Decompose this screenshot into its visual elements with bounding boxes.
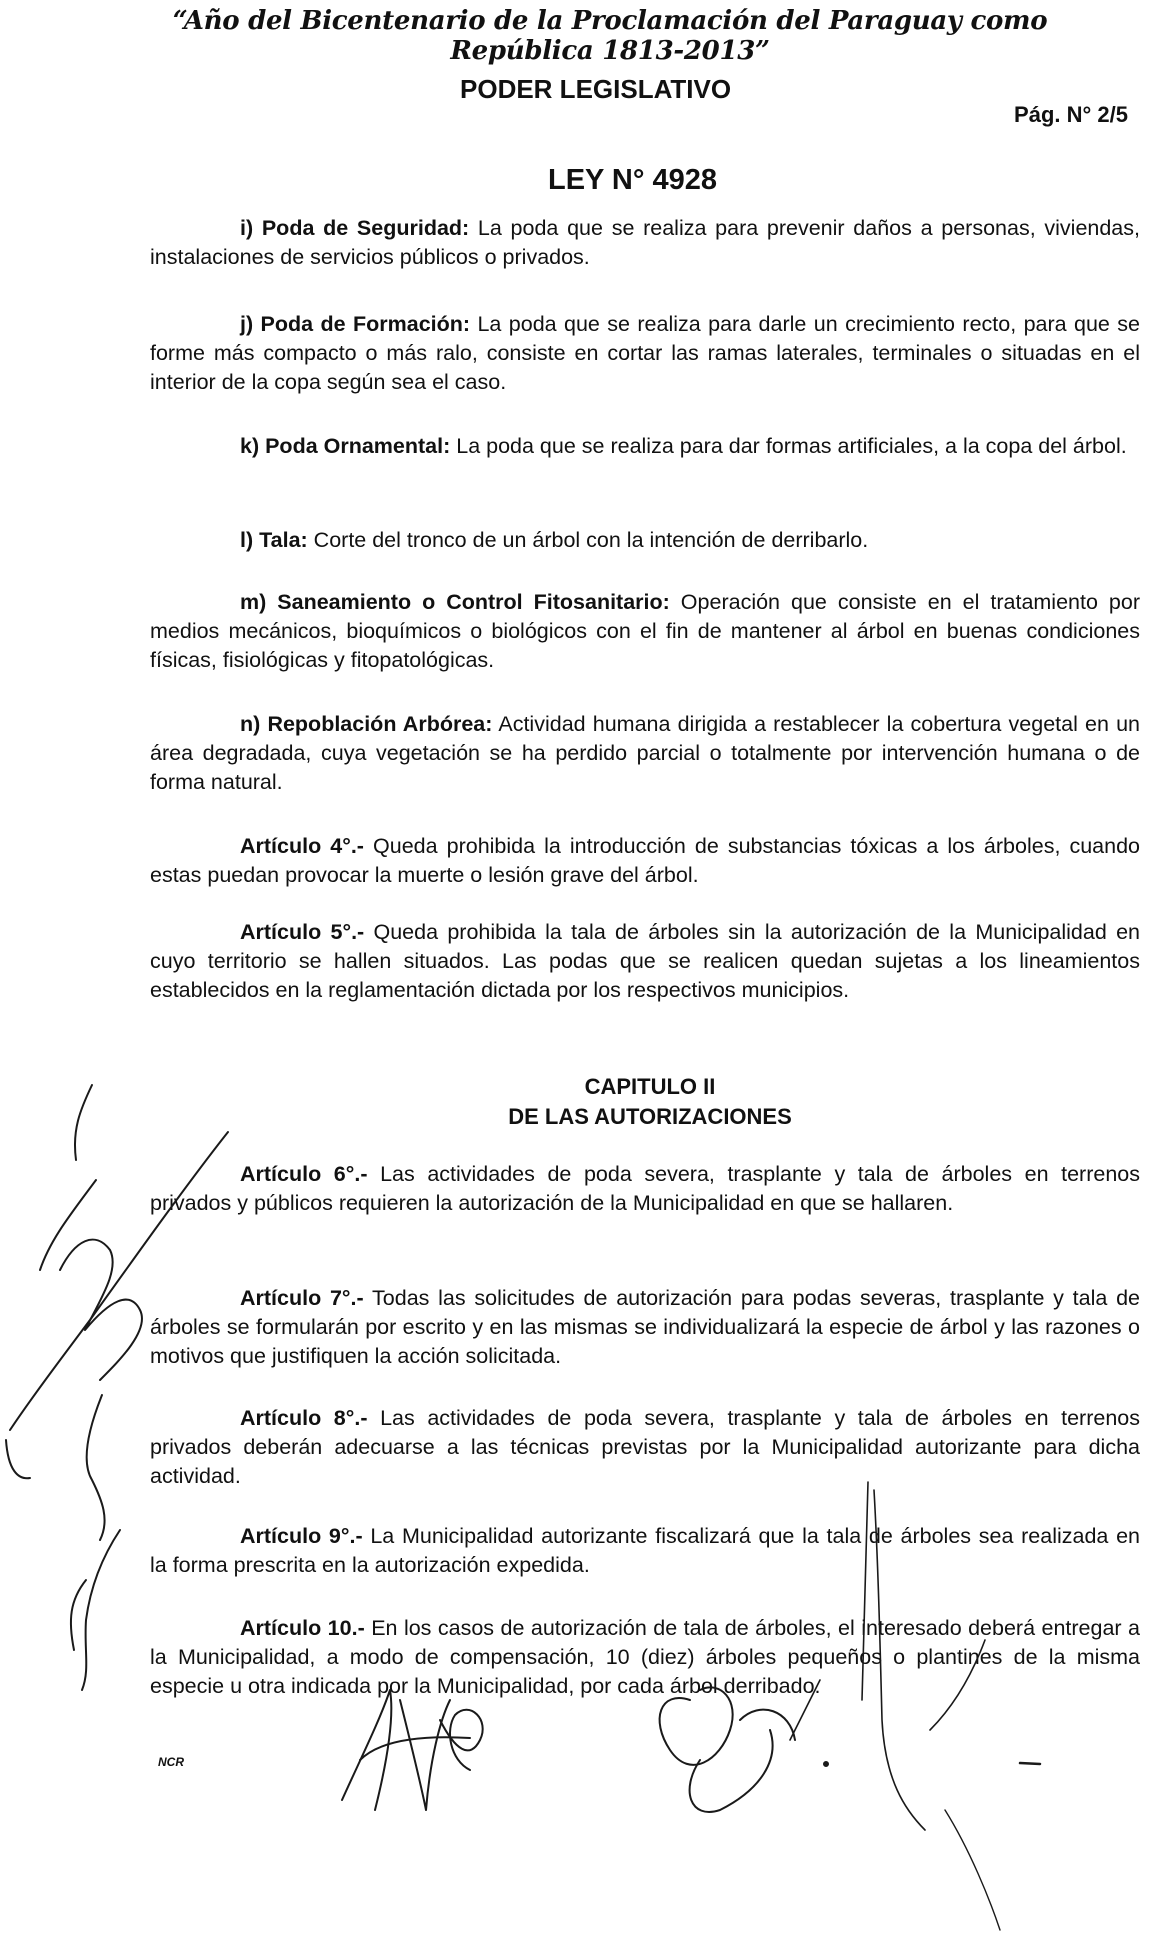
article-paragraph (150, 1404, 1140, 1491)
bottom-signature-stroke (400, 1700, 450, 1810)
article-heading: Artículo 4°.- (240, 834, 364, 858)
article-text: Queda prohibida la tala de árboles sin la autorización de la Municipalidad en cuyo territorio se hallen situados. Las podas que se realicen quedan sujetas a los lineamientos establecidos en la reglamentación dictada por los respectivos municipios. (150, 920, 1140, 1002)
margin-signature-stroke (71, 1580, 86, 1650)
article-paragraph (150, 832, 1140, 890)
bottom-signature-stroke (360, 1737, 470, 1760)
ink-dot (824, 1762, 828, 1766)
article-paragraph (150, 1522, 1140, 1580)
margin-signature-stroke (60, 1240, 142, 1380)
article-text: La Municipalidad autorizante fiscalizará que la tala de árboles sea realizada en la forma prescrita en la autorización expedida. (150, 1524, 1140, 1577)
article-paragraph (150, 1160, 1140, 1218)
bottom-signature-stroke (740, 1710, 795, 1740)
chapter-heading (440, 1072, 860, 1132)
bicentennial-motto: “Año del Bicentenario de la Proclamación del Paraguay como República 1813-2013” (172, 6, 1048, 66)
definition-term: k) Poda Ornamental: (240, 434, 451, 458)
definition-term: m) Saneamiento o Control Fitosanitario: (240, 590, 670, 614)
article-text: Queda prohibida la introducción de substancias tóxicas a los árboles, cuando estas puedan provocar la muerte o lesión grave del árbol. (150, 834, 1140, 887)
typist-initials: NCR (158, 1755, 184, 1769)
definition-text: La poda que se realiza para darle un crecimiento recto, para que se forme más compacto o más ralo, consiste en cortar las ramas laterales, terminales o situadas en el interior de la copa según sea el caso. (150, 312, 1140, 394)
right-signature-stroke (945, 1810, 1000, 1930)
article-heading: Artículo 10.- (240, 1616, 365, 1640)
article-heading: Artículo 5°.- (240, 920, 365, 944)
law-number: LEY N° 4928 (548, 164, 718, 196)
definition-text: Operación que consiste en el tratamiento por medios mecánicos, bioquímicos o biológicos con el fin de mantener al árbol en buenas condiciones físicas, fisiológicas y fitopatológicas. (150, 590, 1141, 672)
page-number: Pág. N° 2/5 (1014, 102, 1128, 127)
bottom-signature-stroke (690, 1730, 773, 1812)
article-heading: Artículo 6°.- (240, 1162, 368, 1186)
definition-text: La poda que se realiza para dar formas artificiales, a la copa del árbol. (450, 434, 1127, 458)
header-title: PODER LEGISLATIVO (460, 74, 732, 104)
definition-term: l) Tala: (240, 528, 308, 552)
margin-signature-stroke (82, 1530, 120, 1690)
article-paragraph (150, 918, 1140, 1005)
article-paragraph (150, 1614, 1140, 1701)
chapter-number: CAPITULO II (584, 1074, 716, 1099)
definition-paragraph (150, 214, 1140, 272)
article-paragraph (150, 1284, 1140, 1371)
article-text: Las actividades de poda severa, trasplante y tala de árboles en terrenos privados deberán adecuarse a las técnicas previstas por la Municipalidad autorizante para dicha actividad. (150, 1406, 1140, 1488)
definition-paragraph (150, 710, 1140, 797)
article-text: Todas las solicitudes de autorización para podas severas, trasplante y tala de árboles se formularán por escrito y en las mismas se individualizará la especie de árbol y las razones o motivos que justifiquen la acción solicitada. (150, 1286, 1140, 1368)
article-text: Las actividades de poda severa, trasplante y tala de árboles en terrenos privados y públicos requieren la autorización de la Municipalidad en que se hallaren. (150, 1162, 1140, 1215)
article-heading: Artículo 7°.- (240, 1286, 364, 1310)
definition-term: j) Poda de Formación: (240, 312, 471, 336)
chapter-title: DE LAS AUTORIZACIONES (508, 1104, 792, 1129)
right-signature-stroke (1020, 1763, 1040, 1764)
margin-signature-stroke (75, 1085, 92, 1160)
definition-paragraph (150, 526, 1140, 555)
margin-signature-stroke (6, 1440, 30, 1478)
definition-paragraph (150, 310, 1140, 397)
article-heading: Artículo 9°.- (240, 1524, 363, 1548)
definition-text: Corte del tronco de un árbol con la intención de derribarlo. (307, 528, 869, 552)
margin-signature-stroke (40, 1180, 96, 1270)
article-heading: Artículo 8°.- (240, 1406, 368, 1430)
definition-text: Actividad humana dirigida a restablecer la cobertura vegetal en un área degradada, cuya vegetación se ha perdido parcial o totalmente por intervención humana o de forma natural. (150, 712, 1140, 794)
margin-signature-stroke (87, 1395, 105, 1540)
bottom-signature-stroke (342, 1690, 391, 1810)
definition-term: n) Repoblación Arbórea: (240, 712, 493, 736)
definition-paragraph (150, 432, 1140, 461)
bottom-signature-stroke (440, 1710, 483, 1770)
definition-text: La poda que se realiza para prevenir daños a personas, viviendas, instalaciones de servicios públicos o privados. (150, 216, 1140, 269)
article-text: En los casos de autorización de tala de árboles, el interesado deberá entregar a la Municipalidad, a modo de compensación, 10 (diez) árboles pequeños o plantines de la misma especie u otra indicada por la Municipalidad, por cada árbol derribado. (150, 1616, 1140, 1698)
definition-paragraph (150, 588, 1140, 675)
definition-term: i) Poda de Seguridad: (240, 216, 470, 240)
